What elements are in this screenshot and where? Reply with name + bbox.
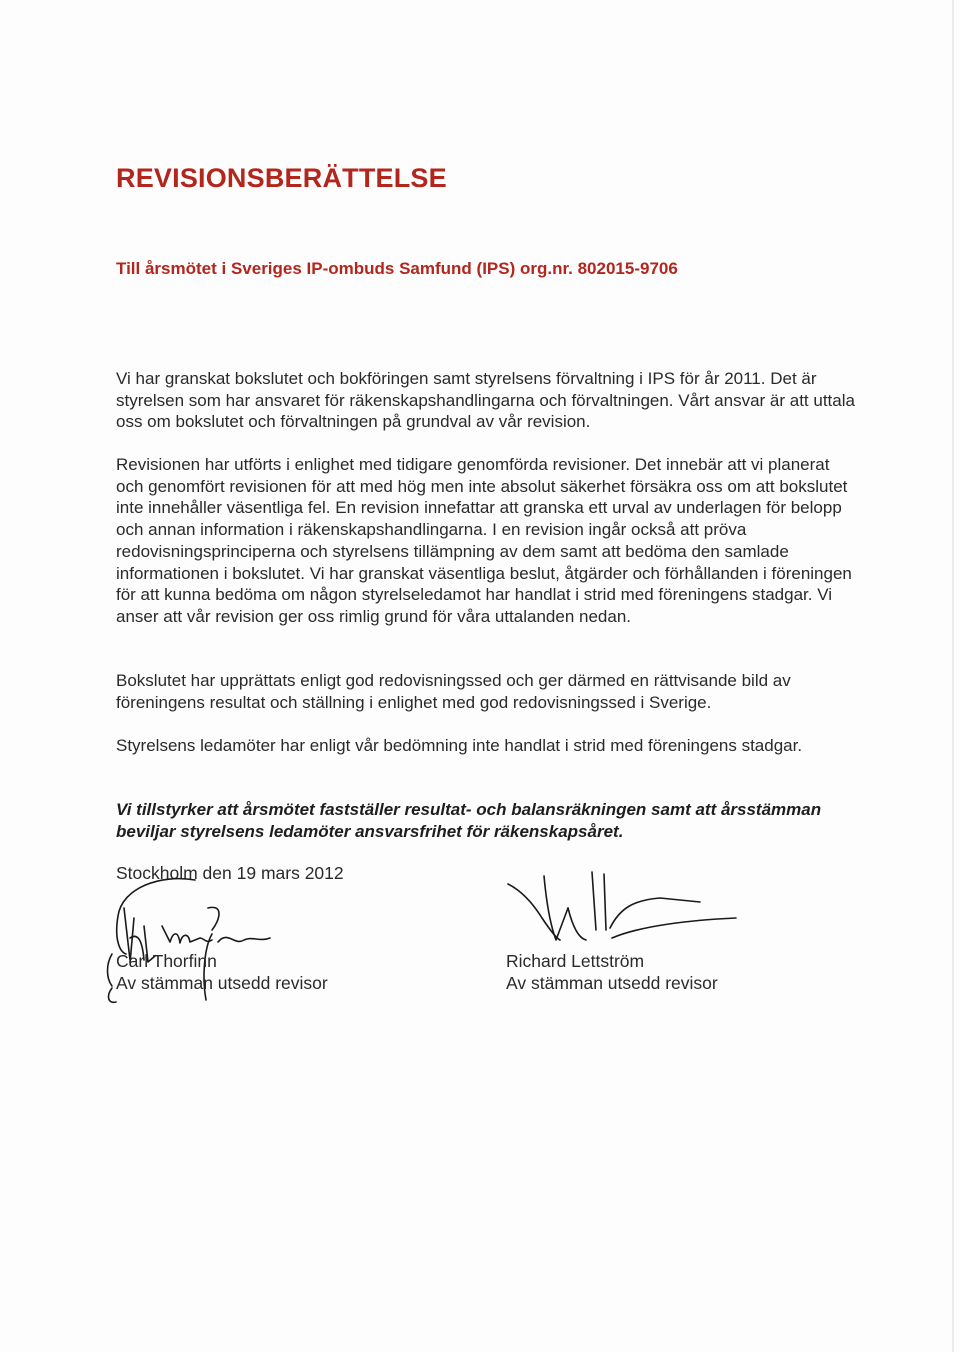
signatory-role: Av stämman utsedd revisor (116, 973, 328, 993)
signature-richard-lettstrom (500, 868, 740, 948)
signatory-right (506, 950, 718, 994)
signatory-left (116, 950, 328, 994)
place-and-date: Stockholm den 19 mars 2012 (116, 863, 344, 883)
paragraph-board-opinion: Styrelsens ledamöter har enligt vår bedömning inte handlat i strid med föreningens stadgar. (116, 736, 803, 755)
document-title: REVISIONSBERÄTTELSE (116, 163, 447, 193)
paragraph-method: Revisionen har utförts i enlighet med tidigare genomförda revisioner. Det innebär att vi planerat och genomfört revisionen för att med hög men inte absolut säkerhet försäkra oss om att bokslutet inte innehåller väsentliga fel. En revision innefattar att granska ett urval av underlagen för belopp och annan information i räkenskapshandlingarna. I en revision ingår också att pröva redovisningsprinciperna och styrelsens tillämpning av dem samt att bedöma den samlade informationen i bokslutet. Vi har granskat väsentliga beslut, åtgärder och förhållanden i föreningen för att kunna bedöma om någon styrelseledamot har handlat i strid med föreningens stadgar. Vi anser att vår revision ger oss rimlig grund för våra uttalanden nedan. (116, 455, 852, 626)
paragraph-accounts-opinion: Bokslutet har upprättats enligt god redovisningssed och ger därmed en rättvisande bild av föreningens resultat och ställning i enlighet med god redovisningssed i Sverige. (116, 671, 791, 712)
signatory-name: Richard Lettström (506, 951, 645, 971)
signatory-role: Av stämman utsedd revisor (506, 973, 718, 993)
recommendation-statement: Vi tillstyrker att årsmötet fastställer resultat- och balansräkningen samt att årsstämman beviljar styrelsens ledamöter ansvarsfrihet för räkenskapsåret. (116, 800, 822, 841)
recipient-line: Till årsmötet i Sveriges IP-ombuds Samfund (IPS) org.nr. 802015-9706 (116, 259, 678, 278)
page-edge-shadow (952, 0, 954, 1352)
signatory-name: Carl Thorfinn (116, 951, 217, 971)
paragraph-scope: Vi har granskat bokslutet och bokföringen samt styrelsens förvaltning i IPS för år 2011. Det är styrelsen som har ansvaret för räkenskapshandlingarna och förvaltningen. Vårt ansvar är att uttala oss om bokslutet och förvaltningen på grundval av vår revision. (116, 369, 855, 432)
